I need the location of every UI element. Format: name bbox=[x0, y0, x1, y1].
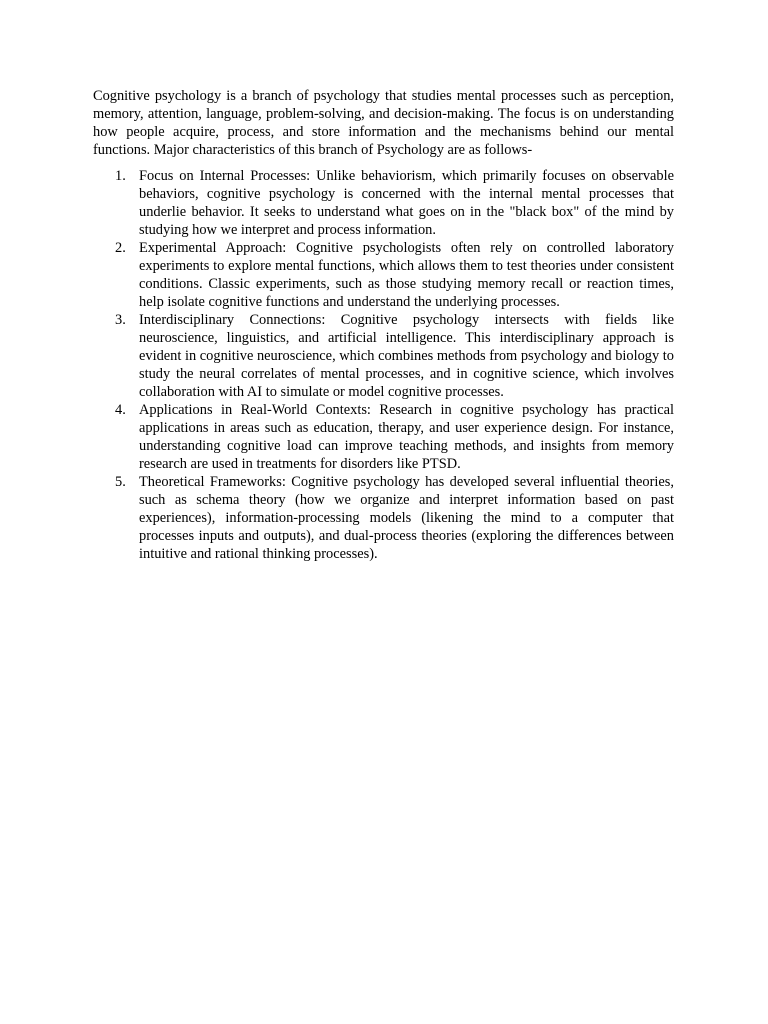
list-item bbox=[93, 401, 674, 473]
list-item bbox=[93, 311, 674, 401]
list-item-text: Focus on Internal Processes: Unlike behaviorism, which primarily focuses on observable behaviors, cognitive psychology is concerned with the internal mental processes that underlie behavior. It seeks to understand what goes on in the "black box" of the mind by studying how we interpret and process information. bbox=[139, 168, 674, 238]
document-page bbox=[93, 87, 674, 563]
list-item-number: 1. bbox=[115, 168, 126, 184]
list-item-number: 4. bbox=[115, 402, 126, 418]
list-item-number: 3. bbox=[115, 312, 126, 328]
list-item-number: 5. bbox=[115, 474, 126, 490]
list-item-text: Applications in Real-World Contexts: Research in cognitive psychology has practical applications in areas such as education, therapy, and user experience design. For instance, understanding cognitive load can improve teaching methods, and insights from memory research are used in treatments for disorders like PTSD. bbox=[139, 402, 674, 472]
list-item-number: 2. bbox=[115, 240, 126, 256]
list-item bbox=[93, 167, 674, 239]
list-item-text: Experimental Approach: Cognitive psychologists often rely on controlled laboratory experiments to explore mental functions, which allows them to test theories under consistent conditions. Classic experiments, such as those studying memory recall or reaction times, help isolate cognitive functions and understand the underlying processes. bbox=[139, 240, 674, 310]
list-item-text: Theoretical Frameworks: Cognitive psychology has developed several influential theories, such as schema theory (how we organize and interpret information based on past experiences), information-processing models (likening the mind to a computer that processes inputs and outputs), and dual-process theories (exploring the differences between intuitive and rational thinking processes). bbox=[139, 474, 674, 562]
intro-paragraph: Cognitive psychology is a branch of psychology that studies mental processes such as perception, memory, attention, language, problem-solving, and decision-making. The focus is on understanding how people acquire, process, and store information and the mechanisms behind our mental functions. Major characteristics of this branch of Psychology are as follows- bbox=[93, 88, 674, 158]
characteristics-list bbox=[93, 167, 674, 563]
list-item bbox=[93, 239, 674, 311]
list-item-text: Interdisciplinary Connections: Cognitive psychology intersects with fields like neuroscience, linguistics, and artificial intelligence. This interdisciplinary approach is evident in cognitive neuroscience, which combines methods from psychology and biology to study the neural correlates of mental processes, and in cognitive science, which involves collaboration with AI to simulate or model cognitive processes. bbox=[139, 312, 674, 400]
list-item bbox=[93, 473, 674, 563]
